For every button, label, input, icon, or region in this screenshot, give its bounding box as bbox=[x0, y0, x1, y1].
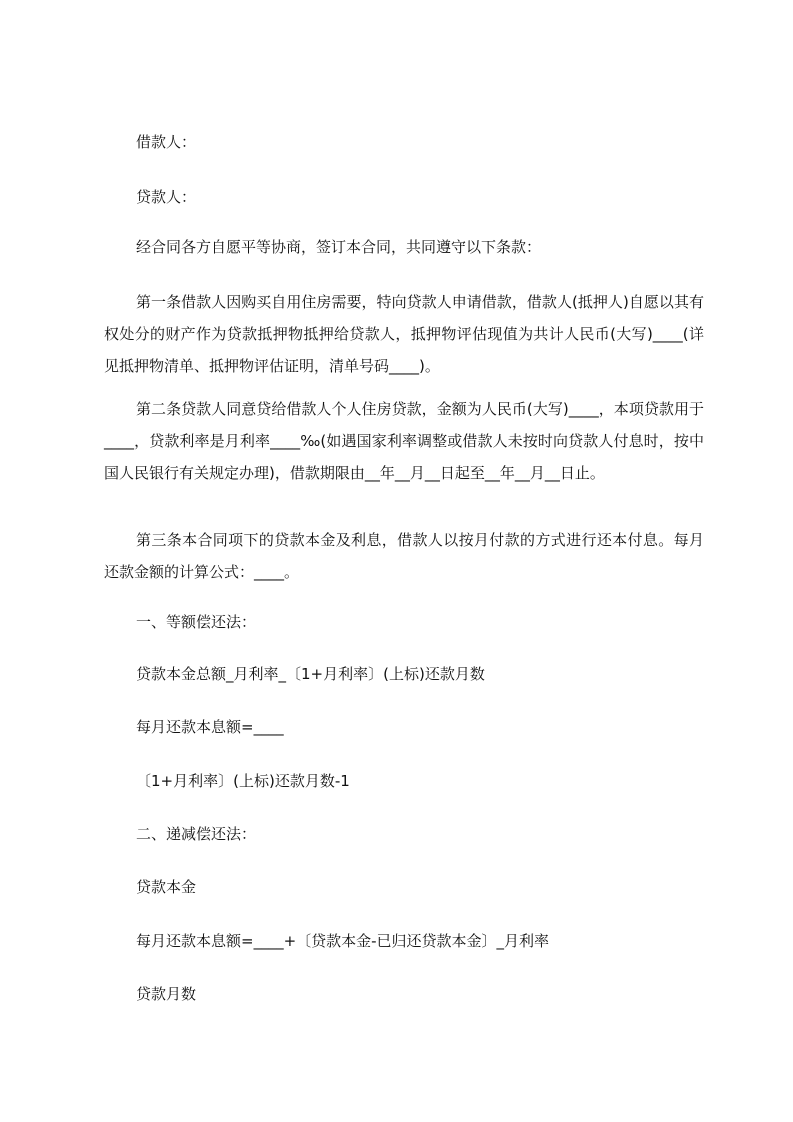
method-two-numerator: 贷款本金 bbox=[136, 878, 197, 896]
contract-intro: 经合同各方自愿平等协商，签订本合同，共同遵守以下条款： bbox=[136, 238, 542, 256]
borrower-label: 借款人： bbox=[136, 133, 197, 151]
method-one-denominator: 〔1+月利率〕(上标)还款月数-1 bbox=[136, 772, 350, 790]
article-three: 第三条本合同项下的贷款本金及利息，借款人以按月付款的方式进行还本付息。每月还款金额的计算公式：____。 bbox=[104, 531, 704, 581]
article-two: 第二条贷款人同意贷给借款人个人住房贷款，金额为人民币(大写)____，本项贷款用于____，贷款利率是月利率____‰(如遇国家利率调整或借款人未按时向贷款人付息时，按中国人民银行有关规定办理)，借款期限由__年__月__日起至__年__月__日止。 bbox=[104, 400, 704, 482]
method-one-heading: 一、等额偿还法： bbox=[136, 613, 257, 631]
method-two-denominator: 贷款月数 bbox=[136, 985, 197, 1003]
article-one: 第一条借款人因购买自用住房需要，特向贷款人申请借款，借款人(抵押人)自愿以其有权处分的财产作为贷款抵押物抵押给贷款人，抵押物评估现值为共计人民币(大写)____(详见抵押物清单、抵押物评估证明，清单号码____)。 bbox=[104, 293, 704, 375]
method-two-formula: 每月还款本息额=____+〔贷款本金-已归还贷款本金〕_月利率 bbox=[136, 932, 550, 950]
method-one-formula: 每月还款本息额=____ bbox=[136, 718, 284, 736]
method-one-numerator: 贷款本金总额_月利率_〔1+月利率〕(上标)还款月数 bbox=[136, 665, 485, 683]
method-two-heading: 二、递减偿还法： bbox=[136, 825, 257, 843]
lender-label: 贷款人： bbox=[136, 188, 197, 206]
